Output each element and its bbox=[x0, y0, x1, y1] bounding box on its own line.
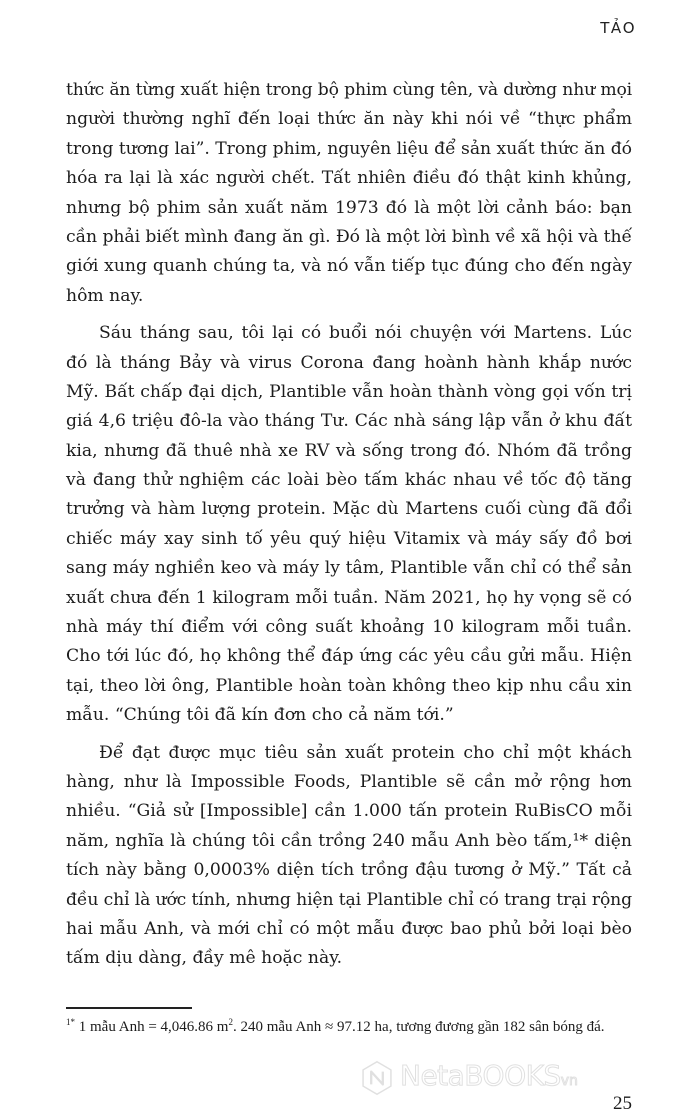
text-line: năm, nghĩa là chúng tôi cần trồng 240 mẫu Anh bèo tấm,¹* diện bbox=[66, 830, 632, 851]
text-line: thức ăn từng xuất hiện trong bộ phim cùng tên, và dường như mọi bbox=[66, 80, 632, 100]
footnote-text-1: 1 mẫu Anh = 4,046.86 m bbox=[75, 1019, 229, 1035]
text-line: Sáu tháng sau, tôi lại có buổi nói chuyện với Martens. Lúc bbox=[99, 323, 632, 344]
paragraph bbox=[66, 319, 632, 730]
text-line: tấm dịu dàng, đầy mê hoặc này. bbox=[66, 948, 343, 969]
text-line: mẫu. “Chúng tôi đã kín đơn cho cả năm tới.” bbox=[66, 705, 454, 726]
text-line: xuất chưa đến 1 kilogram mỗi tuần. Năm 2021, họ hy vọng sẽ có bbox=[66, 587, 632, 608]
running-head: TẢO bbox=[600, 19, 636, 37]
text-line: chiếc máy xay sinh tố yêu quý hiệu Vitamix và máy sấy đồ bơi bbox=[66, 528, 632, 549]
text-line: Mỹ. Bất chấp đại dịch, Plantible vẫn hoàn thành vòng gọi vốn trị bbox=[66, 381, 632, 402]
text-line: nhưng bộ phim sản xuất năm 1973 đó là một lời cảnh báo: bạn bbox=[66, 197, 632, 218]
footnote-text-2: . 240 mẫu Anh ≈ 97.12 ha, tương đương gần 182 sân bóng đá. bbox=[232, 1019, 605, 1035]
text-line: tích này bằng 0,0003% diện tích trồng đậu tương ở Mỹ.” Tất cả bbox=[66, 860, 632, 881]
text-line: nhà máy thí điểm với công suất khoảng 10 kilogram mỗi tuần. bbox=[66, 617, 632, 638]
footnote-marker: 1* bbox=[66, 1017, 75, 1027]
text-line: hàng, như là Impossible Foods, Plantible sẽ cần mở rộng hơn bbox=[66, 771, 632, 792]
paragraph bbox=[66, 76, 632, 311]
watermark-text bbox=[400, 1060, 578, 1097]
text-line: Cho tới lúc đó, họ không thể đáp ứng các yêu cầu gửi mẫu. Hiện bbox=[66, 646, 632, 667]
text-line: hóa ra lại là xác người chết. Tất nhiên điều đó thật kinh khủng, bbox=[66, 168, 632, 189]
text-line: kia, nhưng đã thuê nhà xe RV và sống trong đó. Nhóm đã trồng bbox=[66, 440, 632, 461]
text-line: trong tương lai”. Trong phim, nguyên liệu để sản xuất thức ăn đó bbox=[66, 138, 632, 159]
footnote-divider bbox=[66, 1007, 192, 1009]
netabooks-logo-icon bbox=[360, 1060, 394, 1096]
footnote bbox=[66, 1016, 632, 1038]
text-line: giá 4,6 triệu đô-la vào tháng Tư. Các nhà sáng lập vẫn ở khu đất bbox=[66, 411, 632, 432]
paragraph bbox=[66, 739, 632, 974]
text-line: người thường nghĩ đến loại thức ăn này khi nói về “thực phẩm bbox=[66, 109, 632, 130]
text-line: và đang thử nghiệm các loài bèo tấm khác nhau về tốc độ tăng bbox=[66, 470, 632, 491]
text-line: trưởng và hàm lượng protein. Mặc dù Martens cuối cùng đã đổi bbox=[66, 499, 632, 520]
text-line: Để đạt được mục tiêu sản xuất protein cho chỉ một khách bbox=[99, 742, 632, 763]
watermark-tld: vn bbox=[560, 1073, 578, 1089]
text-line: sang máy nghiền keo và máy ly tâm, Plantible vẫn chỉ có thể sản bbox=[66, 558, 632, 579]
text-line: cần phải biết mình đang ăn gì. Đó là một lời bình về xã hội và thế bbox=[66, 226, 632, 247]
body-text bbox=[66, 76, 632, 982]
footnote-superscript: 2 bbox=[228, 1017, 233, 1027]
text-line: nhiều. “Giả sử [Impossible] cần 1.000 tấn protein RuBisCO mỗi bbox=[66, 801, 632, 822]
text-line: đều chỉ là ước tính, nhưng hiện tại Plantible chỉ có trang trại rộng bbox=[66, 889, 632, 910]
text-line: đó là tháng Bảy và virus Corona đang hoành hành khắp nước bbox=[66, 352, 632, 373]
text-line: hai mẫu Anh, và mới chỉ có một mẫu được bao phủ bởi loại bèo bbox=[66, 918, 632, 939]
text-line: tại, theo lời ông, Plantible hoàn toàn không theo kịp nhu cầu xin bbox=[66, 675, 632, 696]
watermark bbox=[360, 1060, 690, 1096]
watermark-brand: NetaBOOKS bbox=[400, 1059, 561, 1092]
text-line: giới xung quanh chúng ta, và nó vẫn tiếp tục đúng cho đến ngày bbox=[66, 256, 632, 277]
text-line: hôm nay. bbox=[66, 285, 144, 306]
page-number: 25 bbox=[613, 1093, 632, 1114]
